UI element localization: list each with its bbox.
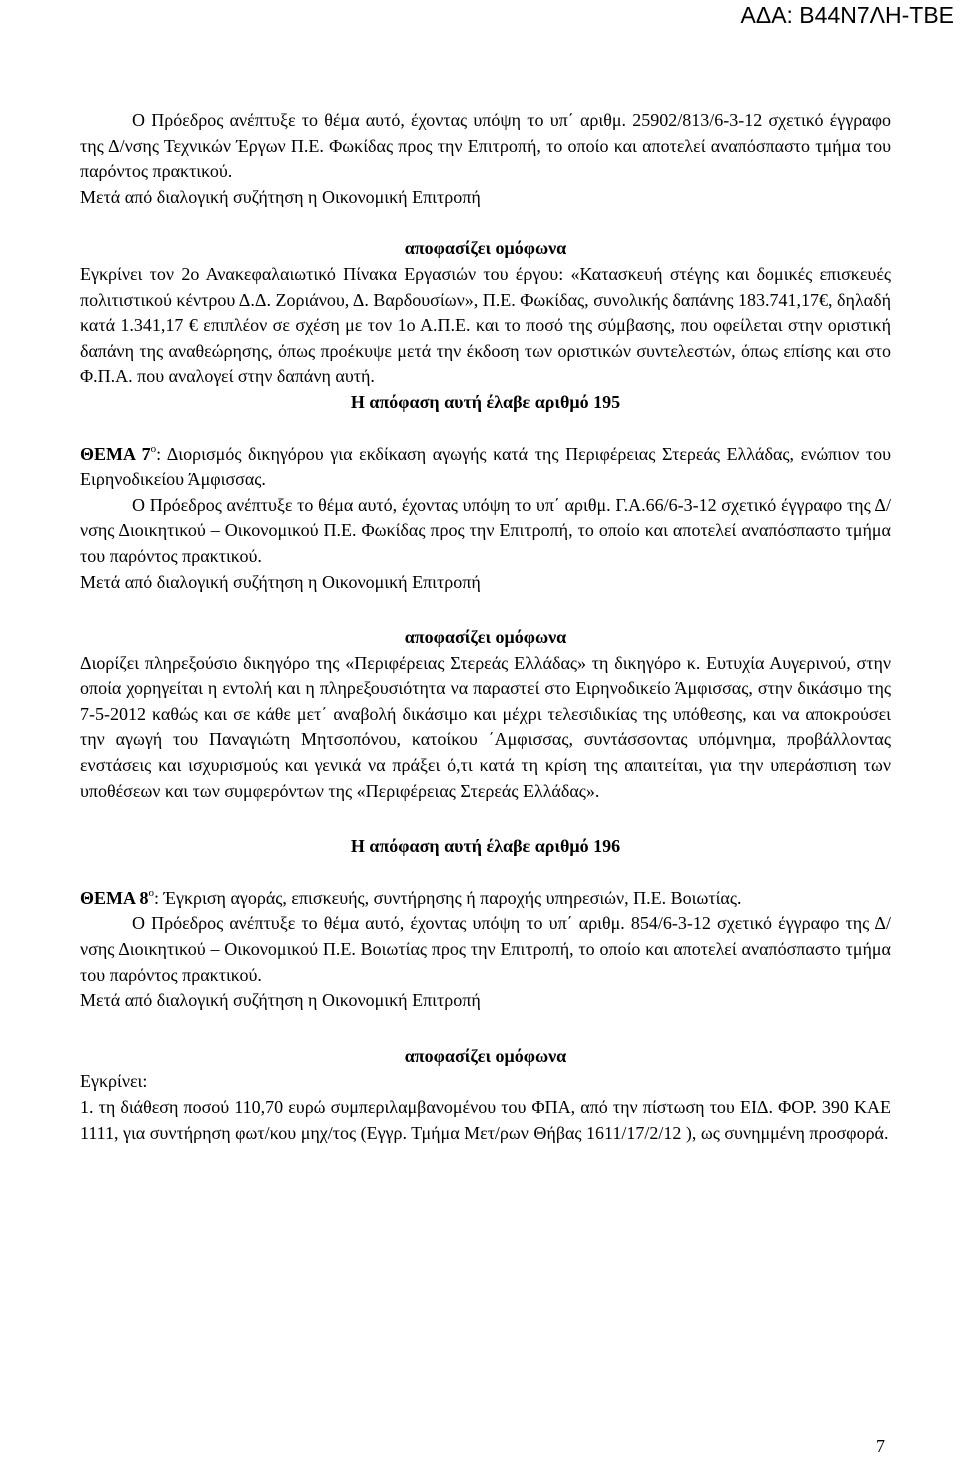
topic7-report: Ο Πρόεδρος ανέπτυξε το θέμα αυτό, έχοντας υπόψη το υπ΄ αριθμ. Γ.Α.66/6-3-12 σχετικό έγγραφο της Δ/νσης Διοικητικού – Οικονομικού Π.Ε. Φωκίδας προς την Επιτροπή, το οποίο και αποτελεί αναπόσπαστο τμήμα του παρόντος πρακτικού. bbox=[80, 494, 891, 566]
page-number: 7 bbox=[876, 1436, 885, 1456]
topic8-sup: ο bbox=[148, 886, 155, 899]
topic7-sup: ο bbox=[150, 442, 157, 455]
intro-report: Ο Πρόεδρος ανέπτυξε το θέμα αυτό, έχοντας υπόψη το υπ΄ αριθμ. 25902/813/6-3-12 σχετικό έγγραφο της Δ/νσης Τεχνικών Έργων Π.Ε. Φωκίδας προς την Επιτροπή, το οποίο και αποτελεί αναπόσπαστο τμήμα του παρόντος πρακτικού. bbox=[80, 110, 891, 182]
intro-decision-body: Εγκρίνει τον 2ο Ανακεφαλαιωτικό Πίνακα Εργασιών του έργου: «Κατασκευή στέγης και δομικές επισκευές πολιτιστικού κέντρου Δ.Δ. Ζοριάνου, Δ. Βαρδουσίων», Π.Ε. Φωκίδας, συνολικής δαπάνης 183.741,17€, δηλαδή κατά 1.341,17 € επιπλέον σε σχέση με τον 1ο Α.Π.Ε. και το ποσό της σύμβασης, που οφείλεται στην οριστική δαπάνη της αναθεώρησης, όπως προέκυψε μετά την έκδοση των οριστικών συντελεστών, όπως επίσης και στο Φ.Π.Α. που αναλογεί στην δαπάνη αυτή. bbox=[80, 263, 891, 387]
topic7-label: ΘΕΜΑ 7 bbox=[80, 443, 151, 464]
topic8-item-1: 1. τη διάθεση ποσού 110,70 ευρώ συμπεριλαμβανομένου του ΦΠΑ, από την πίστωση του ΕΙΔ. ΦΟΡ. 390 ΚΑΕ 1111, για συντήρηση φωτ/κου μηχ/τος (Εγγρ. Τμήμα Μετ/ρων Θήβας 1611/17/2/12 ), ως συνημμένη προσφορά. bbox=[80, 1097, 891, 1143]
decision-number-195: Η απόφαση αυτή έλαβε αριθμό 195 bbox=[350, 391, 621, 412]
topic8-label: ΘΕΜΑ 8 bbox=[80, 887, 149, 908]
topic7-heading bbox=[80, 442, 891, 493]
topic7-decides: αποφασίζει ομόφωνα bbox=[404, 627, 567, 648]
intro-discussion: Μετά από διαλογική συζήτηση η Οικονομική Επιτροπή bbox=[80, 186, 481, 207]
topic7-title: : Διορισμός δικηγόρου για εκδίκαση αγωγής κατά της Περιφέρειας Στερεάς Ελλάδας, ενώπιον του Ειρηνοδικείου Άμφισσας. bbox=[80, 443, 891, 490]
topic7-decision-body: Διορίζει πληρεξούσιο δικηγόρο της «Περιφέρειας Στερεάς Ελλάδας» τη δικηγόρο κ. Ευτυχία Αυγερινού, στην οποία χορηγείται η εντολή και η πληρεξουσιότητα να παραστεί στο Ειρηνοδικείο Άμφισσας, στην δικάσιμο της 7-5-2012 καθώς και σε κάθε μετ΄ αναβολή δικάσιμο και μέχρι τελεσιδικίας της υπόθεσης, και να αποκρούσει την αγωγή του Παναγιώτη Μητσοπόνου, κατοίκου ΄Αμφισσας, συντάσσοντας υπόμνημα, προβάλλοντας ενστάσεις και ισχυρισμούς και γενικά να πράξει ό,τι κατά τη κρίση της απαιτείται, για την υπεράσπιση των υποθέσεων και των συμφερόντων της «Περιφέρειας Στερεάς Ελλάδας». bbox=[80, 652, 891, 801]
topic8-heading bbox=[80, 886, 891, 912]
document-body bbox=[80, 108, 891, 1146]
topic8-approves: Εγκρίνει: bbox=[80, 1071, 148, 1092]
intro-decides: αποφασίζει ομόφωνα bbox=[404, 238, 567, 259]
topic8-report: Ο Πρόεδρος ανέπτυξε το θέμα αυτό, έχοντας υπόψη το υπ΄ αριθμ. 854/6-3-12 σχετικό έγγραφο της Δ/νσης Διοικητικού – Οικονομικού Π.Ε. Βοιωτίας προς την Επιτροπή, το οποίο και αποτελεί αναπόσπαστο τμήμα του παρόντος πρακτικού. bbox=[80, 913, 891, 985]
ada-code: ΑΔΑ: Β44Ν7ΛΗ-ΤΒΕ bbox=[740, 2, 954, 28]
topic8-title: : Έγκριση αγοράς, επισκευής, συντήρησης ή παροχής υπηρεσιών, Π.Ε. Βοιωτίας. bbox=[154, 887, 742, 908]
topic7-discussion: Μετά από διαλογική συζήτηση η Οικονομική Επιτροπή bbox=[80, 571, 481, 592]
decision-number-196: Η απόφαση αυτή έλαβε αριθμό 196 bbox=[350, 836, 621, 857]
topic8-decides: αποφασίζει ομόφωνα bbox=[404, 1045, 567, 1066]
topic8-discussion: Μετά από διαλογική συζήτηση η Οικονομική Επιτροπή bbox=[80, 990, 481, 1011]
